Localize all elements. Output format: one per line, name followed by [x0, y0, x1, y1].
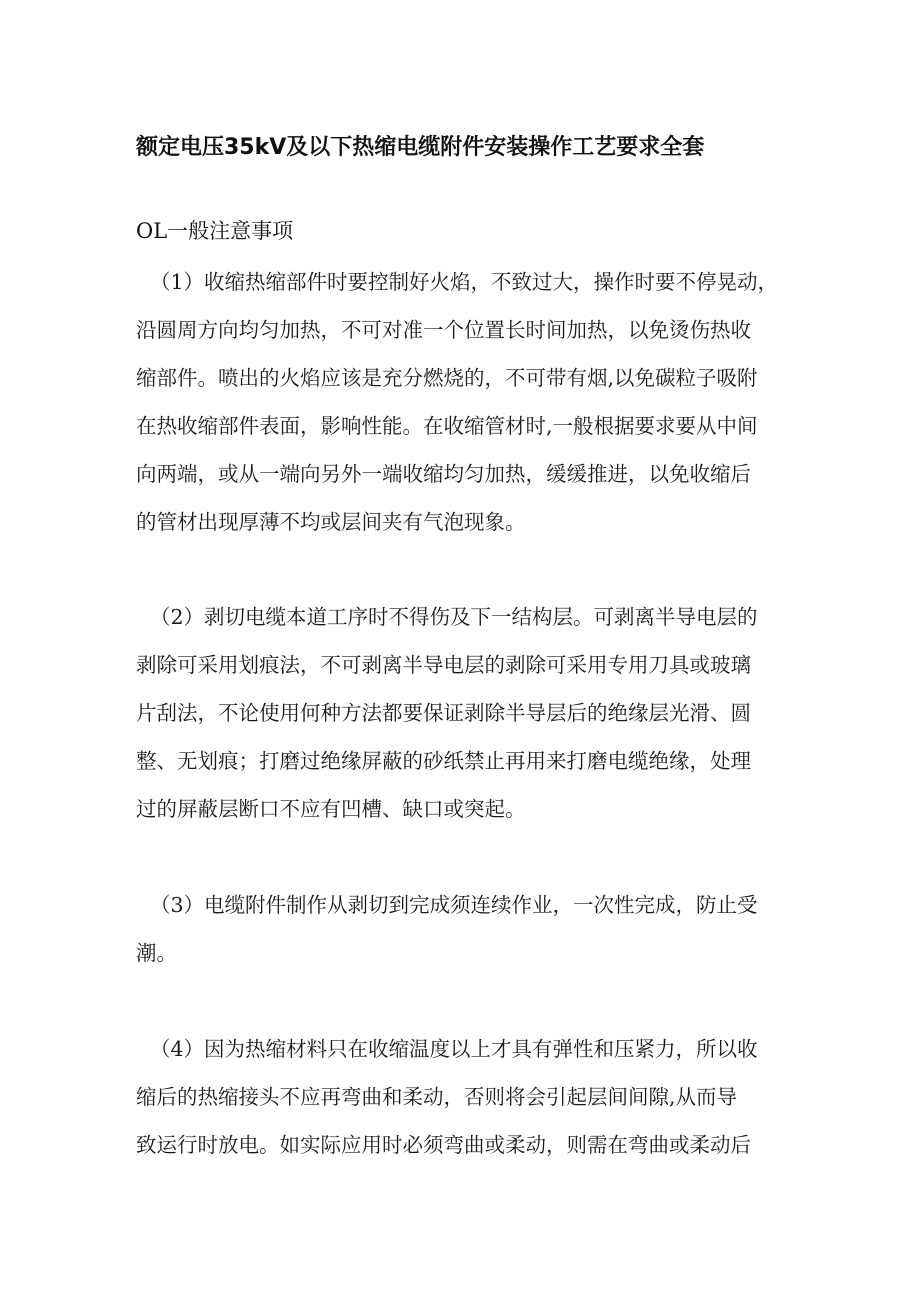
paragraph-line: 沿圆周方向均匀加热，不可对准一个位置长时间加热，以免烫伤热收 — [136, 318, 751, 342]
paragraph-line: 片刮法，不论使用何种方法都要保证剥除半导层后的绝缘层光滑、圆 — [136, 701, 751, 725]
paragraph-2 — [136, 593, 792, 833]
paragraph-line: 在热收缩部件表面，影响性能。在收缩管材时,一般根据要求要从中间 — [136, 414, 758, 438]
paragraph-4 — [136, 1025, 792, 1169]
paragraph-line: （4）因为热缩材料只在收缩温度以上才具有弹性和压紧力，所以收 — [150, 1037, 758, 1061]
paragraph-line: 向两端，或从一端向另外一端收缩均匀加热，缓缓推进，以免收缩后 — [136, 462, 751, 486]
document-title: 额定电压35kV及以下热缩电缆附件安装操作工艺要求全套 — [136, 135, 705, 160]
paragraph-1 — [136, 258, 792, 546]
paragraph-line: 缩后的热缩接头不应再弯曲和柔动，否则将会引起层间间隙,从而导 — [136, 1085, 738, 1109]
paragraph-line: 过的屏蔽层断口不应有凹槽、缺口或突起。 — [136, 797, 526, 821]
section-heading: OL一般注意事项 — [136, 219, 294, 243]
paragraph-line: 潮。 — [136, 941, 177, 965]
paragraph-line: （3）电缆附件制作从剥切到完成须连续作业，一次性完成，防止受 — [150, 893, 758, 917]
paragraph-line: 剥除可采用划痕法，不可剥离半导电层的剥除可采用专用刀具或玻璃 — [136, 653, 751, 677]
paragraph-line: 的管材出现厚薄不均或层间夹有气泡现象。 — [136, 510, 526, 534]
paragraph-line: 缩部件。喷出的火焰应该是充分燃烧的，不可带有烟,以免碳粒子吸附 — [136, 366, 758, 390]
paragraph-line: 整、无划痕；打磨过绝缘屏蔽的砂纸禁止再用来打磨电缆绝缘，处理 — [136, 749, 751, 773]
paragraph-line: （1）收缩热缩部件时要控制好火焰，不致过大，操作时要不停晃动， — [150, 270, 779, 294]
paragraph-line: 致运行时放电。如实际应用时必须弯曲或柔动，则需在弯曲或柔动后 — [136, 1133, 751, 1157]
paragraph-3 — [136, 881, 792, 977]
paragraph-line: （2）剥切电缆本道工序时不得伤及下一结构层。可剥离半导电层的 — [150, 605, 758, 629]
